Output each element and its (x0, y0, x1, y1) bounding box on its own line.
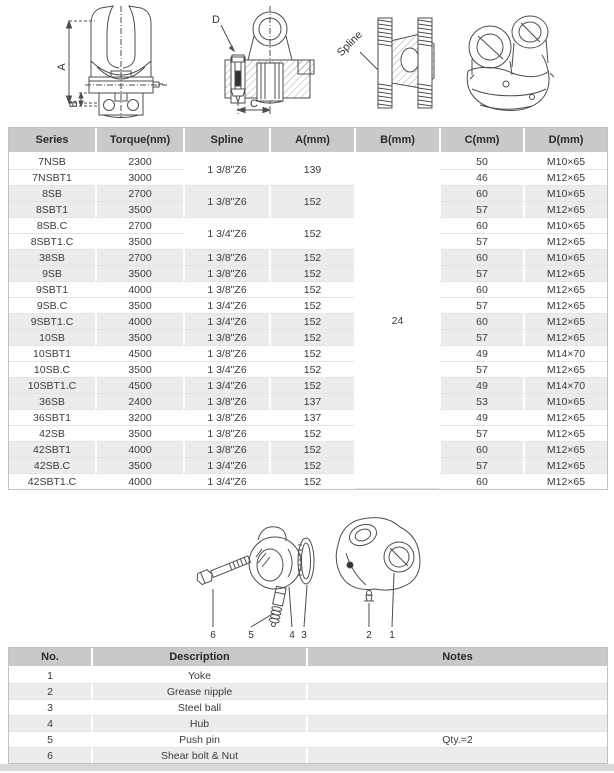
spline-label: Spline (334, 28, 365, 59)
parts-table-section (8, 647, 606, 764)
series-cell: 10SBT1.C (9, 378, 95, 394)
c-dim-cell: 57 (439, 202, 523, 218)
spline-cell: 1 3/8"Z6 (183, 282, 269, 298)
a-dim-cell: 152 (269, 250, 354, 266)
series-cell: 8SBT1.C (9, 234, 95, 250)
part-no-cell: 4 (9, 716, 91, 732)
spline-cell: 1 3/8"Z6 (183, 442, 269, 458)
a-dim-cell: 152 (269, 426, 354, 442)
d-dim-cell: M10×65 (523, 250, 607, 266)
c-dim-cell: 46 (439, 170, 523, 186)
d-dim-cell: M12×65 (523, 458, 607, 474)
spec-table-row (9, 250, 607, 266)
spline-cell: 1 3/8"Z6 (183, 426, 269, 442)
d-dim-cell: M12×65 (523, 202, 607, 218)
dimension-label-a: A (56, 63, 68, 71)
spline-cell: 1 3/8"Z6 (183, 410, 269, 426)
part-notes-cell (306, 700, 607, 716)
d-dim-cell: M12×65 (523, 426, 607, 442)
series-cell: 36SB (9, 394, 95, 410)
d-dim-cell: M12×65 (523, 474, 607, 489)
part-number-5: 5 (248, 630, 254, 641)
torque-cell: 3200 (95, 410, 183, 426)
spline-cell: 1 3/8"Z6 (183, 346, 269, 362)
d-dim-cell: M10×65 (523, 394, 607, 410)
torque-cell: 3500 (95, 426, 183, 442)
spec-table-row (9, 218, 607, 234)
spec-table-row (9, 378, 607, 394)
spec-column-header: Torque(nm) (95, 128, 183, 154)
c-dim-cell: 60 (439, 442, 523, 458)
spec-table-row (9, 362, 607, 378)
c-dim-cell: 57 (439, 426, 523, 442)
c-dim-cell: 49 (439, 378, 523, 394)
a-dim-cell: 152 (269, 442, 354, 458)
series-cell: 42SBT1.C (9, 474, 95, 489)
c-dim-cell: 60 (439, 218, 523, 234)
part-no-cell: 1 (9, 668, 91, 684)
spec-column-header: B(mm) (354, 128, 439, 154)
parts-column-header: Notes (306, 648, 607, 668)
series-cell: 9SB.C (9, 298, 95, 314)
spec-table-row (9, 458, 607, 474)
part-no-cell: 3 (9, 700, 91, 716)
part-description-cell: Hub (91, 716, 306, 732)
a-dim-cell: 152 (269, 474, 354, 489)
torque-cell: 4000 (95, 314, 183, 330)
series-cell: 7NSB (9, 154, 95, 170)
torque-cell: 3500 (95, 202, 183, 218)
b-dim-cell: 24 (354, 154, 439, 489)
a-dim-cell: 152 (269, 298, 354, 314)
torque-cell: 2700 (95, 250, 183, 266)
spec-column-header: C(mm) (439, 128, 523, 154)
d-dim-cell: M12×65 (523, 170, 607, 186)
part-no-cell: 6 (9, 748, 91, 763)
spline-cell: 1 3/4"Z6 (183, 218, 269, 250)
series-cell: 7NSBT1 (9, 170, 95, 186)
series-cell: 9SB (9, 266, 95, 282)
a-dim-cell: 152 (269, 458, 354, 474)
spec-column-header: Series (9, 128, 95, 154)
dimension-label-b: B (68, 100, 80, 108)
part-notes-cell (306, 748, 607, 763)
part-notes-cell: Qty.=2 (306, 732, 607, 748)
a-dim-cell: 152 (269, 362, 354, 378)
a-dim-cell: 152 (269, 186, 354, 218)
torque-cell: 2700 (95, 218, 183, 234)
part-description-cell: Steel ball (91, 700, 306, 716)
c-dim-cell: 60 (439, 186, 523, 202)
c-dim-cell: 53 (439, 394, 523, 410)
part-notes-cell (306, 684, 607, 700)
figure-section-view (195, 5, 320, 120)
dimension-label-d: D (212, 14, 220, 26)
spline-cell: 1 3/4"Z6 (183, 458, 269, 474)
d-dim-cell: M10×65 (523, 218, 607, 234)
torque-cell: 4500 (95, 346, 183, 362)
a-dim-cell: 152 (269, 282, 354, 298)
spec-table-row (9, 186, 607, 202)
torque-cell: 3000 (95, 170, 183, 186)
part-no-cell: 5 (9, 732, 91, 748)
part-description-cell: Shear bolt & Nut (91, 748, 306, 763)
series-cell: 36SBT1 (9, 410, 95, 426)
spline-cell: 1 3/8"Z6 (183, 394, 269, 410)
part-description-cell: Push pin (91, 732, 306, 748)
spline-cell: 1 3/4"Z6 (183, 362, 269, 378)
part-number-4: 4 (289, 630, 295, 641)
d-dim-cell: M12×65 (523, 330, 607, 346)
series-cell: 42SB.C (9, 458, 95, 474)
spec-table-row (9, 266, 607, 282)
c-dim-cell: 57 (439, 234, 523, 250)
torque-cell: 2700 (95, 186, 183, 202)
part-description-cell: Grease nipple (91, 684, 306, 700)
parts-table-body (9, 668, 607, 763)
spec-table-row (9, 410, 607, 426)
c-dim-cell: 57 (439, 362, 523, 378)
spec-table-row (9, 282, 607, 298)
parts-table-row (9, 700, 607, 716)
spec-table-row (9, 298, 607, 314)
series-cell: 8SB.C (9, 218, 95, 234)
d-dim-cell: M12×65 (523, 266, 607, 282)
spec-table-head (9, 128, 607, 154)
d-dim-cell: M12×65 (523, 234, 607, 250)
d-dim-cell: M10×65 (523, 154, 607, 170)
spec-column-header: A(mm) (269, 128, 354, 154)
c-dim-cell: 50 (439, 154, 523, 170)
parts-table-row (9, 684, 607, 700)
spec-column-header: Spline (183, 128, 269, 154)
spec-table-body (9, 154, 607, 489)
figure-yoke-3d-view (450, 5, 575, 120)
series-cell: 10SB (9, 330, 95, 346)
a-dim-cell: 152 (269, 378, 354, 394)
figure-spline-view (330, 8, 445, 116)
exploded-view-drawing (170, 497, 450, 645)
spline-cell: 1 3/8"Z6 (183, 154, 269, 186)
a-dim-cell: 152 (269, 314, 354, 330)
d-dim-cell: M12×65 (523, 298, 607, 314)
d-dim-cell: M12×65 (523, 362, 607, 378)
a-dim-cell: 152 (269, 330, 354, 346)
torque-cell: 3500 (95, 298, 183, 314)
part-notes-cell (306, 668, 607, 684)
spline-cell: 1 3/8"Z6 (183, 330, 269, 346)
d-dim-cell: M12×65 (523, 410, 607, 426)
spec-table-row (9, 394, 607, 410)
spec-table-row (9, 426, 607, 442)
torque-cell: 3500 (95, 266, 183, 282)
spline-cell: 1 3/8"Z6 (183, 266, 269, 282)
c-dim-cell: 60 (439, 474, 523, 489)
a-dim-cell: 152 (269, 266, 354, 282)
d-dim-cell: M12×65 (523, 314, 607, 330)
bottom-divider-bar (0, 764, 614, 771)
series-cell: 8SBT1 (9, 202, 95, 218)
parts-column-header: Description (91, 648, 306, 668)
d-dim-cell: M14×70 (523, 378, 607, 394)
c-dim-cell: 49 (439, 410, 523, 426)
spline-cell: 1 3/4"Z6 (183, 474, 269, 489)
c-dim-cell: 60 (439, 314, 523, 330)
a-dim-cell: 139 (269, 154, 354, 186)
parts-table-row (9, 748, 607, 763)
parts-column-header: No. (9, 648, 91, 668)
parts-table-row (9, 716, 607, 732)
a-dim-cell: 152 (269, 346, 354, 362)
c-dim-cell: 57 (439, 330, 523, 346)
parts-table-row (9, 732, 607, 748)
torque-cell: 4500 (95, 378, 183, 394)
d-dim-cell: M14×70 (523, 346, 607, 362)
part-no-cell: 2 (9, 684, 91, 700)
spec-table-row (9, 474, 607, 489)
yoke-3d-drawing (450, 5, 575, 120)
part-number-2: 2 (366, 630, 372, 641)
part-notes-cell (306, 716, 607, 732)
d-dim-cell: M10×65 (523, 186, 607, 202)
torque-cell: 4000 (95, 282, 183, 298)
series-cell: 10SBT1 (9, 346, 95, 362)
torque-cell: 3500 (95, 330, 183, 346)
spec-column-header: D(mm) (523, 128, 607, 154)
torque-cell: 3500 (95, 458, 183, 474)
c-dim-cell: 57 (439, 458, 523, 474)
torque-cell: 3500 (95, 234, 183, 250)
series-cell: 42SB (9, 426, 95, 442)
torque-cell: 4000 (95, 442, 183, 458)
spline-cell: 1 3/4"Z6 (183, 378, 269, 394)
spline-cell: 1 3/8"Z6 (183, 186, 269, 218)
parts-table (8, 647, 608, 764)
c-dim-cell: 49 (439, 346, 523, 362)
yoke-front-view-drawing (55, 5, 185, 120)
section-view-drawing (195, 5, 320, 120)
part-number-6: 6 (210, 630, 216, 641)
spec-table-row (9, 442, 607, 458)
figure-exploded-view (170, 497, 450, 645)
spline-cell: 1 3/4"Z6 (183, 298, 269, 314)
spec-table-row (9, 154, 607, 170)
dimension-label-c: C (250, 98, 258, 110)
c-dim-cell: 60 (439, 282, 523, 298)
c-dim-cell: 57 (439, 298, 523, 314)
d-dim-cell: M12×65 (523, 442, 607, 458)
parts-table-head (9, 648, 607, 668)
series-cell: 42SBT1 (9, 442, 95, 458)
part-number-1: 1 (389, 630, 395, 641)
figure-yoke-front-view (55, 5, 185, 120)
spec-table-row (9, 314, 607, 330)
spec-table-row (9, 330, 607, 346)
part-description-cell: Yoke (91, 668, 306, 684)
d-dim-cell: M12×65 (523, 282, 607, 298)
a-dim-cell: 152 (269, 218, 354, 250)
spec-table-row (9, 346, 607, 362)
c-dim-cell: 60 (439, 250, 523, 266)
torque-cell: 3500 (95, 362, 183, 378)
series-cell: 9SBT1.C (9, 314, 95, 330)
spline-cell: 1 3/4"Z6 (183, 314, 269, 330)
spec-table-section (8, 127, 606, 490)
series-cell: 9SBT1 (9, 282, 95, 298)
torque-cell: 2300 (95, 154, 183, 170)
torque-cell: 4000 (95, 474, 183, 489)
parts-table-row (9, 668, 607, 684)
torque-cell: 2400 (95, 394, 183, 410)
a-dim-cell: 137 (269, 394, 354, 410)
c-dim-cell: 57 (439, 266, 523, 282)
spec-table (8, 127, 608, 490)
series-cell: 8SB (9, 186, 95, 202)
a-dim-cell: 137 (269, 410, 354, 426)
spline-view-drawing (330, 8, 445, 116)
spline-cell: 1 3/8"Z6 (183, 250, 269, 266)
series-cell: 38SB (9, 250, 95, 266)
series-cell: 10SB.C (9, 362, 95, 378)
part-number-3: 3 (301, 630, 307, 641)
